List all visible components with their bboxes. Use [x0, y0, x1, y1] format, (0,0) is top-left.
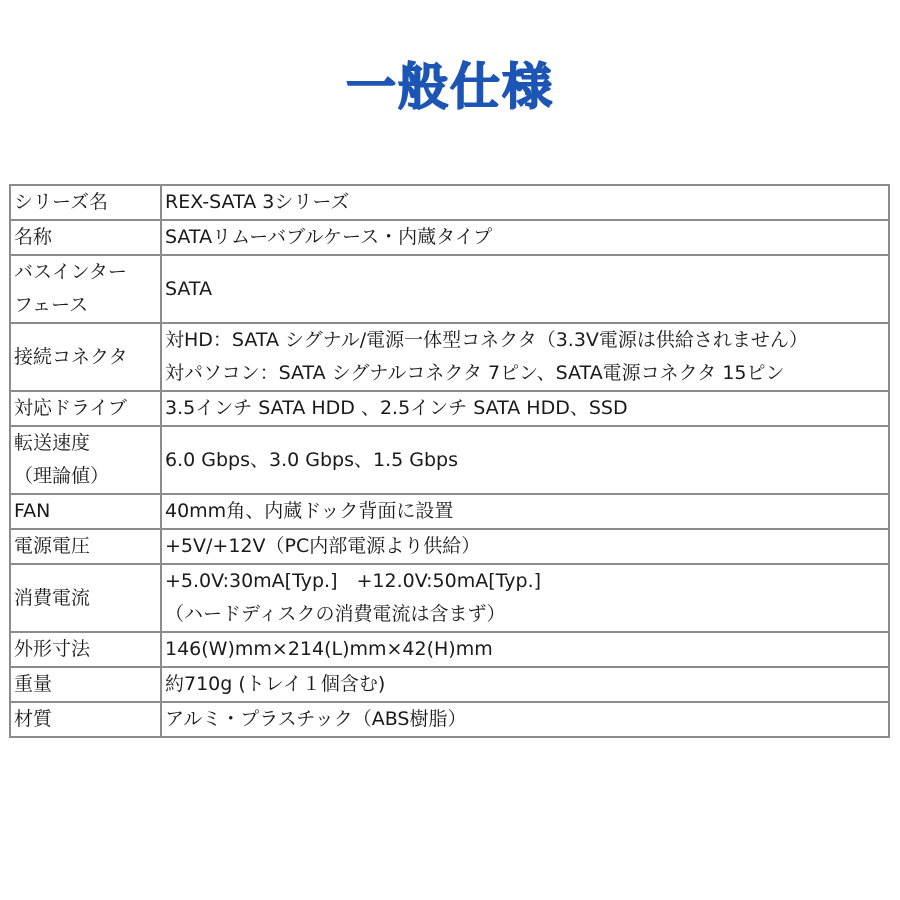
- spec-label: FAN: [10, 494, 161, 529]
- spec-value: REX-SATA 3シリーズ: [161, 185, 889, 220]
- spec-label: 外形寸法: [10, 632, 161, 667]
- spec-label: 材質: [10, 702, 161, 737]
- spec-row-transfer-speed: [10, 426, 889, 494]
- spec-value: 対HD：SATA シグナル/電源一体型コネクタ（3.3V電源は供給されません） 対パソコン：SATA シグナルコネクタ 7ピン、SATA電源コネクタ 15ピン: [161, 323, 889, 391]
- page-title: 一般仕様: [346, 58, 554, 116]
- spec-value: アルミ・プラスチック（ABS樹脂）: [161, 702, 889, 737]
- spec-label: シリーズ名: [10, 185, 161, 220]
- spec-value: 約710g (トレイ１個含む): [161, 667, 889, 702]
- spec-row-fan: [10, 494, 889, 529]
- spec-value: 3.5インチ SATA HDD 、2.5インチ SATA HDD、SSD: [161, 391, 889, 426]
- spec-value: 146(W)mm×214(L)mm×42(H)mm: [161, 632, 889, 667]
- spec-value: +5V/+12V（PC内部電源より供給）: [161, 529, 889, 564]
- spec-label: 名称: [10, 220, 161, 255]
- spec-row-connector: [10, 323, 889, 391]
- spec-row-dimensions: [10, 632, 889, 667]
- spec-label: 消費電流: [10, 564, 161, 632]
- spec-value: 40mm角、内蔵ドック背面に設置: [161, 494, 889, 529]
- spec-label: 対応ドライブ: [10, 391, 161, 426]
- spec-row-bus-interface: [10, 255, 889, 323]
- spec-row-series: [10, 185, 889, 220]
- spec-value: SATA: [161, 255, 889, 323]
- spec-label: 接続コネクタ: [10, 323, 161, 391]
- spec-label: バスインター フェース: [10, 255, 161, 323]
- spec-label: 転送速度 （理論値）: [10, 426, 161, 494]
- spec-row-material: [10, 702, 889, 737]
- spec-value: SATAリムーバブルケース・内蔵タイプ: [161, 220, 889, 255]
- spec-label: 電源電圧: [10, 529, 161, 564]
- spec-label: 重量: [10, 667, 161, 702]
- spec-value: 6.0 Gbps、3.0 Gbps、1.5 Gbps: [161, 426, 889, 494]
- spec-table: [9, 184, 890, 738]
- spec-row-weight: [10, 667, 889, 702]
- spec-row-name: [10, 220, 889, 255]
- spec-row-supported-drives: [10, 391, 889, 426]
- spec-row-current: [10, 564, 889, 632]
- spec-value: +5.0V:30mA[Typ.] +12.0V:50mA[Typ.] （ハードディスクの消費電流は含まず）: [161, 564, 889, 632]
- spec-row-voltage: [10, 529, 889, 564]
